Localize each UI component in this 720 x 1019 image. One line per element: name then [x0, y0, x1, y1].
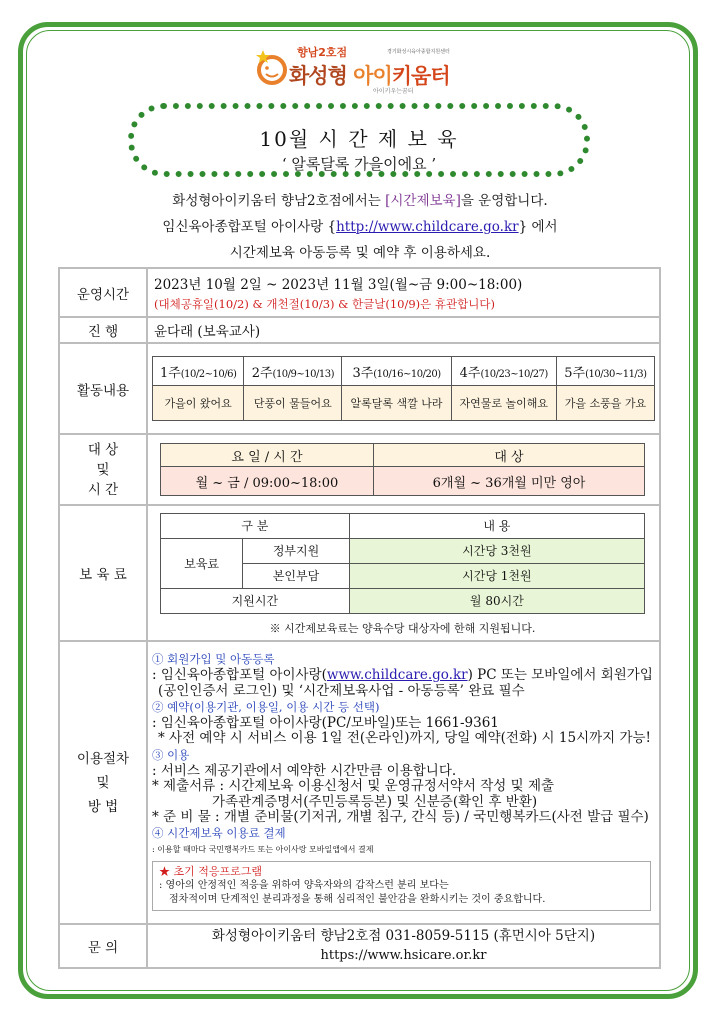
logo-branch-text: 향남2호점 [297, 46, 348, 59]
step-1-pre: : 임신육아종합포털 아이사랑( [152, 667, 327, 684]
fee-self-value: 시간당 1천원 [349, 563, 644, 588]
step-3-line-a: : 서비스 제공기관에서 예약한 시간만큼 이용합니다. [152, 762, 457, 779]
early-adaptation-line-1: : 영아의 안정적인 적응을 위하여 양육자와의 갑작스런 분리 보다는 [159, 879, 449, 891]
week-2-topic: 단풍이 물들어요 [244, 386, 342, 421]
week-4-range: (10/23~10/27) [480, 368, 548, 380]
contact-content [147, 924, 660, 968]
early-adaptation-box [152, 861, 651, 911]
week-2-range: (10/9~10/13) [272, 368, 335, 380]
operation-label: 운영시간 [59, 268, 147, 317]
logo-org-text: 경기화성시육아종합지원센터 [387, 49, 450, 55]
week-4-label: 4주 [459, 365, 481, 381]
intro-l1c: 을 운영합니다. [460, 193, 548, 209]
step-1-post: ) PC 또는 모바일에서 회원가입 [467, 667, 653, 684]
procedure-label-1: 이용절차 [76, 750, 130, 767]
fee-note: ※ 시간제보육료는 양육수당 대상자에 한해 지원됩니다. [269, 621, 536, 635]
week-2-label: 2주 [251, 365, 273, 381]
fee-header-content: 내 용 [349, 513, 644, 538]
step-3-title: ③ 이용 [152, 747, 190, 762]
step-2-line-a: : 임신육아종합포털 아이사랑(PC/모바일)또는 1661-9361 [152, 714, 499, 731]
intro-line-3: 시간제보육 아동등록 및 예약 후 이용하세요. [229, 245, 491, 261]
step-1-portal-link[interactable]: www.childcare.go.kr [326, 667, 468, 684]
logo-sub-text: 아이키우는꿈터 [373, 88, 414, 95]
week-3-topic: 알록달록 색깔 나라 [342, 386, 451, 421]
week-1-topic: 가을이 왔어요 [153, 386, 244, 421]
fee-gov-value: 시간당 3천원 [349, 538, 644, 563]
logo-main-c: 키움터 [391, 64, 450, 88]
step-3-line-c: 가족관계증명서(주민등록등본) 및 신분증(확인 후 반환) [212, 793, 538, 810]
fee-label: 보 육 료 [59, 505, 147, 641]
logo-main-a: 화성형 [289, 64, 354, 88]
operation-period: 2023년 10월 2일 ~ 2023년 11월 3일(월~금 9:00~18:00) [154, 277, 523, 293]
page-title: 10월 시 간 제 보 육 [259, 127, 459, 151]
week-3-range: (10/16~10/20) [373, 368, 441, 380]
title-dotted-box [128, 103, 590, 177]
step-2-title: ② 예약(이용기관, 이용일, 이용 시간 등 선택) [152, 699, 380, 714]
step-3-line-d: * 준 비 물 : 개별 준비물(기저귀, 개별 침구, 간식 등) / 국민행복카드(사전 발급 필수) [152, 809, 649, 826]
info-table [58, 267, 661, 969]
early-adaptation-title: ★ 초기 적응프로그램 [159, 864, 263, 878]
fee-header-category: 구 분 [161, 513, 350, 538]
row-target [59, 434, 660, 505]
week-5-label: 5주 [564, 365, 586, 381]
week-3-label: 3주 [352, 365, 374, 381]
operation-holiday: (대체공휴일(10/2) & 개천절(10/3) & 한글날(10/9)은 휴관합니다) [154, 297, 495, 311]
activity-label: 활동내용 [59, 343, 147, 434]
fee-self-key: 본인부담 [243, 563, 349, 588]
early-adaptation-line-2: 점차적이며 단계적인 분리과정을 통해 심리적인 불안감을 완화시키는 것이 중요합니다. [169, 893, 546, 905]
week-3-header [342, 357, 451, 386]
row-operation [59, 268, 660, 317]
intro-line-2 [60, 215, 660, 235]
step-1-title: ① 회원가입 및 아동등록 [152, 652, 275, 667]
row-contact [59, 924, 660, 968]
contact-label: 문 의 [59, 924, 147, 968]
intro-l2b: } 에서 [518, 219, 558, 235]
step-2-line-b: * 사전 예약 시 서비스 이용 1일 전(온라인)까지, 당일 예약(전화) 시 15시까지 가능! [158, 730, 651, 747]
procedure-label-3: 방 법 [87, 798, 119, 815]
week-2-header [244, 357, 342, 386]
target-label-3: 시 간 [87, 481, 119, 498]
page-subtitle: ‘ 알록달록 가을이에요 ’ [281, 155, 437, 173]
logo-main-text [289, 60, 450, 90]
week-5-header [556, 357, 654, 386]
fee-table [160, 513, 645, 614]
weekly-activity-table [152, 356, 655, 421]
intro-l1a: 화성형아이키움터 향남2호점에서는 [172, 193, 386, 209]
week-1-range: (10/2~10/6) [180, 368, 237, 380]
week-4-topic: 자연물로 놀이해요 [451, 386, 556, 421]
staff-value: 윤다래 (보육교사) [147, 317, 660, 343]
week-5-range: (10/30~11/3) [585, 368, 647, 380]
fee-content [147, 505, 660, 641]
intro-highlight: [시간제보육] [385, 193, 461, 209]
fee-hours-value: 월 80시간 [349, 588, 644, 613]
week-4-header [451, 357, 556, 386]
center-logo [255, 44, 495, 104]
activity-content [147, 343, 660, 434]
procedure-label-2: 및 [96, 774, 110, 791]
row-procedure [59, 641, 660, 924]
target-group-value: 6개월 ~ 36개월 미만 영아 [373, 467, 644, 496]
logo-main-b: 아이 [353, 64, 392, 88]
intro-line-1 [60, 189, 660, 209]
week-1-label: 1주 [159, 365, 181, 381]
fee-category-cell: 보육료 [161, 538, 243, 588]
target-header-time: 요 일 / 시 간 [161, 444, 374, 467]
week-1-header [153, 357, 244, 386]
target-header-group: 대 상 [373, 444, 644, 467]
row-activity [59, 343, 660, 434]
week-5-topic: 가을 소풍을 가요 [556, 386, 654, 421]
row-fee [59, 505, 660, 641]
step-1-line-b: (공인인증서 로그인) 및 ‘시간제보육사업 - 아동등록’ 완료 필수 [158, 682, 525, 699]
staff-label: 진 행 [59, 317, 147, 343]
operation-content [147, 268, 660, 317]
fee-hours-key: 지원시간 [161, 588, 350, 613]
target-label-2: 및 [96, 461, 110, 478]
intro-l2a: 임신육아종합포털 아이사랑 { [162, 219, 337, 235]
target-content [147, 434, 660, 505]
fee-gov-key: 정부지원 [243, 538, 349, 563]
step-4-title: ④ 시간제보육 이용료 결제 [152, 826, 286, 841]
step-1-line-a [152, 668, 655, 683]
contact-website-link[interactable]: https://www.hsicare.or.kr [320, 948, 487, 963]
procedure-content [147, 641, 660, 924]
childcare-portal-link[interactable]: http://www.childcare.go.kr [336, 219, 519, 235]
step-3-line-b: * 제출서류 : 시간제보육 이용신청서 및 운영규정서약서 작성 및 제출 [152, 778, 555, 795]
target-table [160, 443, 645, 496]
target-time-value: 월 ~ 금 / 09:00~18:00 [161, 467, 374, 496]
sun-face-logo-icon [255, 46, 291, 86]
target-label [59, 434, 147, 505]
procedure-label [59, 641, 147, 924]
contact-line-1: 화성형아이키움터 향남2호점 031-8059-5115 (휴먼시아 5단지) [211, 928, 596, 944]
step-4-line-a: : 이용할 때마다 국민행복카드 또는 아이사랑 모바일앱에서 결제 [152, 845, 374, 855]
target-label-1: 대 상 [87, 441, 119, 458]
row-staff [59, 317, 660, 343]
